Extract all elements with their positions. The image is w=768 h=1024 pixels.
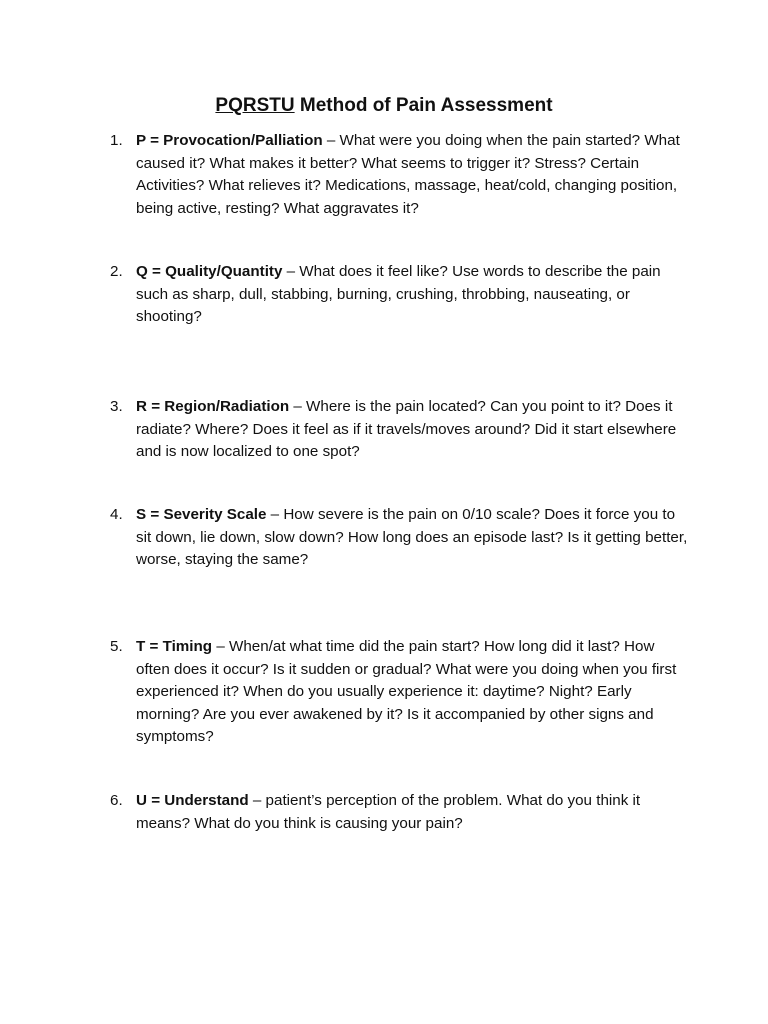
title-abbreviation: PQRSTU (215, 95, 295, 116)
item-term: R = Region/Radiation (136, 398, 290, 415)
item-body (136, 790, 690, 835)
item-description: – Where is the pain located? Can you point to it? Does it radiate? Where? Does it feel as if it travels/moves around? Did it start elsewhere and is now localized to one spot? (136, 398, 677, 460)
list-item-understand (110, 790, 690, 835)
item-body (136, 504, 690, 572)
item-term: U = Understand (136, 792, 249, 809)
item-number: 5. (110, 638, 123, 655)
item-description: – What does it feel like? Use words to describe the pain such as sharp, dull, stabbing, burning, crushing, throbbing, nauseating, or shooting? (136, 263, 661, 325)
item-body (136, 130, 690, 220)
item-term: S = Severity Scale (136, 506, 267, 523)
item-description: – patient’s perception of the problem. What do you think it means? What do you think is causing your pain? (136, 792, 641, 832)
item-number: 2. (110, 263, 123, 280)
list-item-provocation (110, 130, 690, 220)
list-item-region (110, 396, 690, 464)
item-description: – How severe is the pain on 0/10 scale? Does it force you to sit down, lie down, slow down? How long does an episode last? Is it getting better, worse, staying the same? (136, 506, 688, 568)
list-item-severity (110, 504, 690, 572)
item-term: Q = Quality/Quantity (136, 263, 283, 280)
item-description: – What were you doing when the pain started? What caused it? What makes it better? What seems to trigger it? Stress? Certain Activities? What relieves it? Medications, massage, heat/cold, changing position, being active, resting? What aggravates it? (136, 132, 680, 217)
item-term: P = Provocation/Palliation (136, 132, 323, 149)
item-body (136, 636, 690, 749)
item-number: 3. (110, 398, 123, 415)
item-body (136, 396, 690, 464)
item-term: T = Timing (136, 638, 213, 655)
item-body (136, 261, 690, 329)
title-text: Method of Pain Assessment (294, 95, 553, 116)
item-number: 6. (110, 792, 123, 809)
item-number: 1. (110, 132, 123, 149)
item-description: – When/at what time did the pain start? How long did it last? How often does it occur? Is it sudden or gradual? What were you doing when you first experienced it? When do you usually experience it: daytime? Night? Early morning? Are you ever awakened by it? Is it accompanied by other signs and symptoms? (136, 638, 677, 745)
list-item-quality (110, 261, 690, 329)
item-number: 4. (110, 506, 123, 523)
list-item-timing (110, 636, 690, 749)
